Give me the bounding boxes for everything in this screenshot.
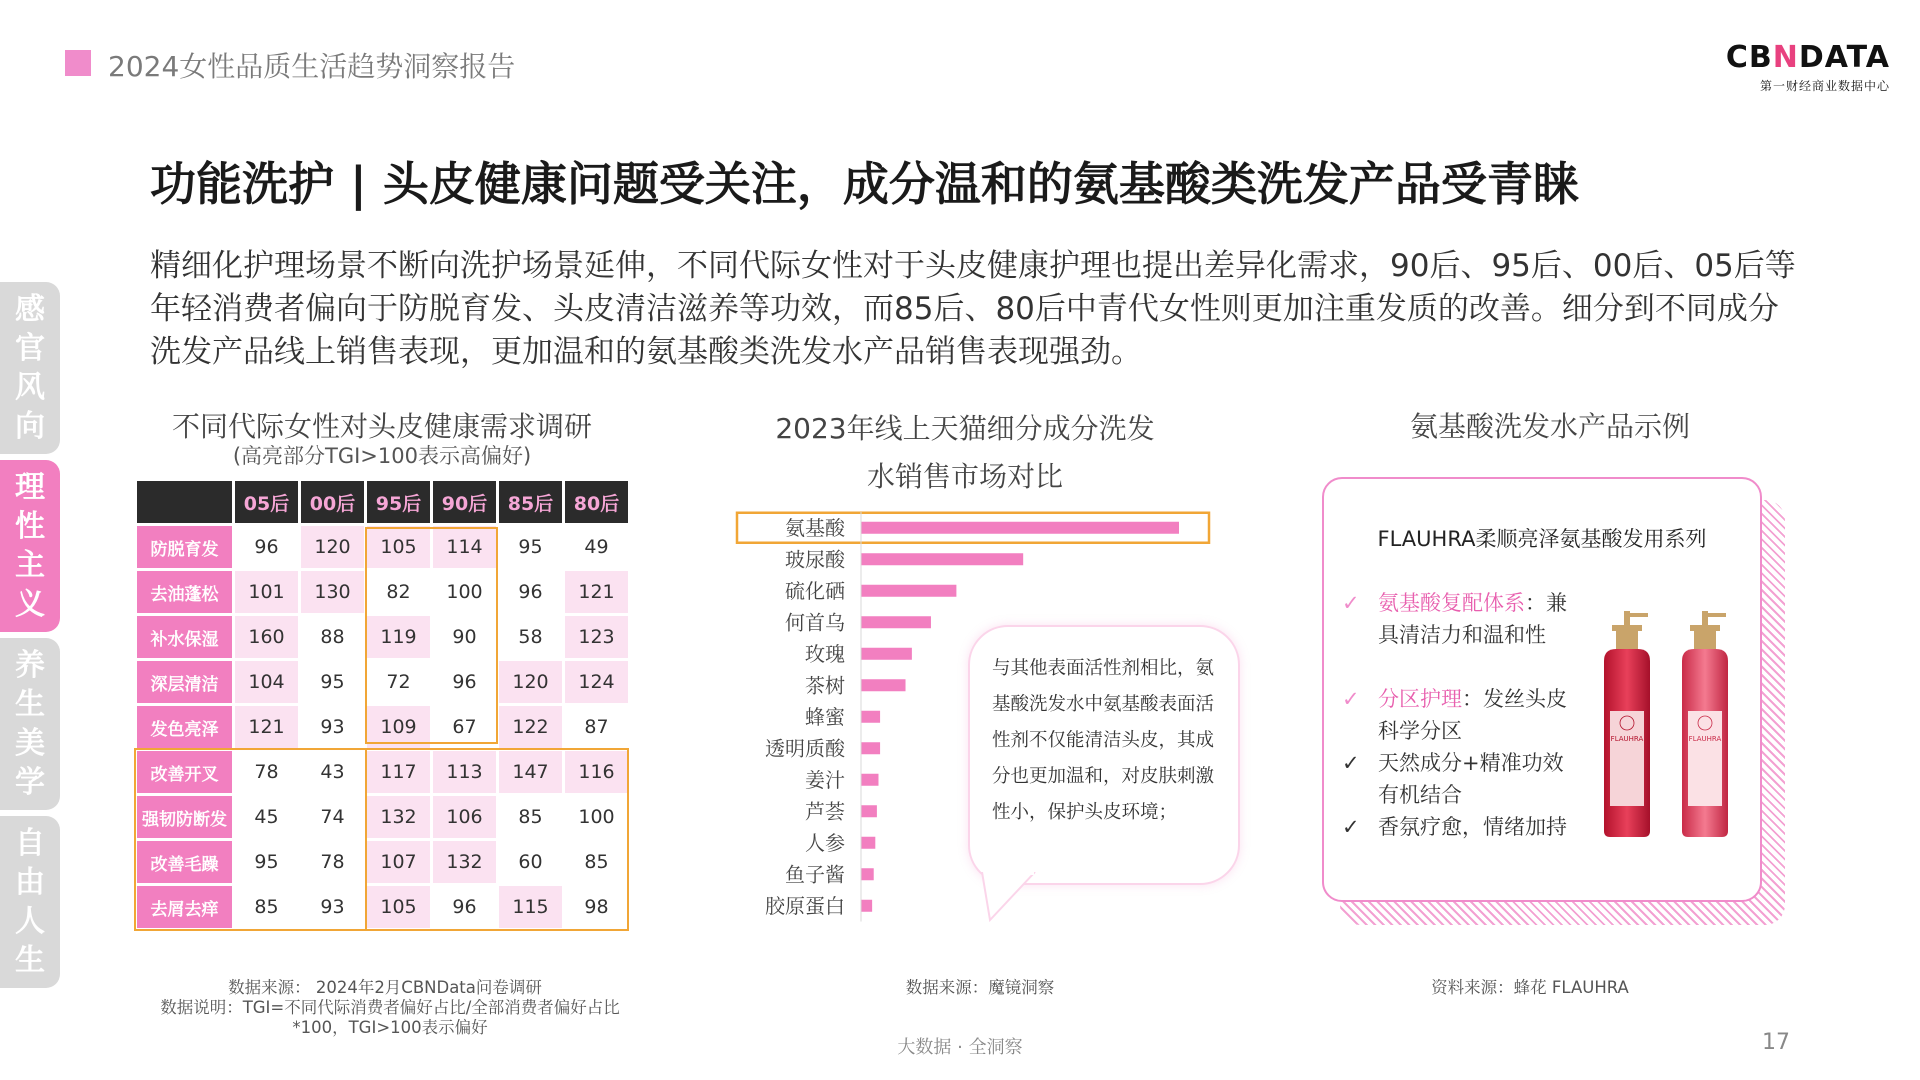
table-cell: 116: [565, 751, 628, 793]
table-cell: 98: [584, 896, 609, 918]
table-cell: 43: [320, 761, 345, 783]
table-cell: 95: [320, 671, 345, 693]
table-cell: 122: [499, 706, 562, 748]
check-icon: ✓: [1342, 591, 1360, 615]
bar: [861, 585, 956, 597]
table-cell: 120: [301, 526, 364, 568]
table-cell: 49: [584, 536, 609, 558]
product-section-title: 氨基酸洗发水产品示例: [1409, 410, 1690, 443]
intro-paragraph: 精细化护理场景不断向洗护场景延伸，不同代际女性对于头皮健康护理也提出差异化需求，90后、95后、00后、05后等年轻消费者偏向于防脱育发、头皮清洁滋养等功效，而85后、80后中青代女性则更加注重发质的改善。细分到不同成分洗发产品线上销售表现，更加温和的氨基酸类洗发水产品销售表现强劲。: [150, 248, 1796, 370]
bar: [861, 522, 1179, 534]
table-cell: 123: [565, 616, 628, 658]
table-cell: 58: [518, 626, 543, 648]
col-header: 00后: [301, 481, 364, 523]
table-cell: 95: [254, 851, 279, 873]
table-cell: 100: [578, 806, 615, 828]
feature-highlight: 氨基酸复配体系: [1378, 591, 1525, 615]
table-row: [137, 661, 628, 703]
row-label: 深层清洁: [137, 661, 232, 703]
table-cell: 119: [367, 616, 430, 658]
bar: [861, 837, 875, 849]
row-label: 改善开叉: [137, 751, 232, 793]
shampoo-bottles-image: [1592, 611, 1752, 841]
source-left-line2: 数据说明：TGI=不同代际消费者偏好占比/全部消费者偏好占比*100，TGI>100表示偏好: [160, 998, 620, 1037]
table-cell: 113: [433, 751, 496, 793]
source-middle: 数据来源：魔镜洞察: [905, 978, 1055, 997]
table-cell: 132: [367, 796, 430, 838]
bar: [861, 711, 880, 723]
table-cell: 45: [254, 806, 279, 828]
table-cell: 60: [518, 851, 543, 873]
tgi-table: [134, 478, 631, 931]
bar: [861, 805, 877, 817]
row-label: 去油蓬松: [137, 571, 232, 613]
table-cell: 96: [254, 536, 279, 558]
table-cell: 72: [386, 671, 411, 693]
source-left-line1: 数据来源： 2024年2月CBNData问卷调研: [228, 978, 542, 997]
table-title: 不同代际女性对头皮健康需求调研: [171, 410, 592, 443]
feature-item: [1342, 587, 1578, 651]
table-cell: 104: [235, 661, 298, 703]
side-nav-item-freedom[interactable]: 自 由 人 生: [0, 816, 60, 988]
table-cell: 109: [367, 706, 430, 748]
table-row: [137, 616, 628, 658]
feature-text: ：兼具清洁力和温和性: [1378, 591, 1567, 647]
check-icon: ✓: [1342, 687, 1360, 711]
table-cell: 147: [499, 751, 562, 793]
feature-highlight: 分区护理: [1378, 687, 1462, 711]
bar-category-label: 人参: [805, 830, 845, 855]
bubble-tail: [980, 872, 1040, 922]
bar-category-label: 芦荟: [805, 799, 845, 824]
product-card: [1322, 477, 1762, 902]
table-body: [137, 526, 628, 928]
table-cell: 87: [584, 716, 609, 738]
bar-category-label: 鱼子酱: [785, 862, 845, 887]
table-cell: 132: [433, 841, 496, 883]
bar-chart-title-line1: 2023年线上天猫细分成分洗发: [775, 412, 1155, 445]
table-header-row: [137, 481, 628, 523]
source-right: 资料来源：蜂花 FLAUHRA: [1431, 978, 1629, 997]
table-cell: 85: [518, 806, 543, 828]
bar: [861, 900, 872, 912]
table-cell: 96: [518, 581, 543, 603]
bar: [861, 774, 878, 786]
table-row: [137, 571, 628, 613]
bar: [861, 679, 906, 691]
table-cell: 67: [452, 716, 477, 738]
table-cell: 74: [320, 806, 345, 828]
bar: [861, 868, 874, 880]
table-cell: 115: [499, 886, 562, 928]
table-cell: 82: [386, 581, 411, 603]
page-number: 17: [1762, 1030, 1790, 1055]
table-row: [137, 841, 628, 883]
row-label: 改善毛躁: [137, 841, 232, 883]
table-cell: 78: [254, 761, 279, 783]
annotation-bubble: [968, 625, 1240, 885]
table-cell: 90: [452, 626, 477, 648]
table-cell: 101: [235, 571, 298, 613]
bar-category-label: 茶树: [805, 673, 845, 698]
bar-category-label: 蜂蜜: [805, 704, 845, 729]
product-card-title: FLAUHRA柔顺亮泽氨基酸发用系列: [1377, 527, 1707, 551]
table-cell: 160: [235, 616, 298, 658]
feature-item: [1342, 747, 1578, 811]
check-icon: ✓: [1342, 815, 1360, 839]
footer-slogan: 大数据 · 全洞察: [897, 1037, 1023, 1058]
table-cell: 124: [565, 661, 628, 703]
table-cell: 107: [367, 841, 430, 883]
bottle-brand-text: FLAUHRA: [1610, 735, 1644, 743]
bar-category-label: 硫化硒: [785, 578, 845, 603]
row-label: 防脱育发: [137, 526, 232, 568]
table-subtitle: (高亮部分TGI>100表示高偏好): [232, 444, 532, 468]
table-cell: 96: [452, 896, 477, 918]
bar-chart-title-line2: 水销售市场对比: [866, 460, 1063, 493]
table-cell: 114: [433, 526, 496, 568]
logo-subtitle: 第一财经商业数据中心: [1759, 79, 1890, 93]
table-row: [137, 751, 628, 793]
col-header: 90后: [433, 481, 496, 523]
feature-item: [1342, 811, 1578, 843]
table-cell: 95: [518, 536, 543, 558]
table-cell: 121: [235, 706, 298, 748]
logo-wordmark: CBNDATA: [1725, 40, 1890, 75]
table-cell: 96: [452, 671, 477, 693]
bar-category-label: 透明质酸: [765, 736, 845, 761]
table-row: [137, 796, 628, 838]
col-header: 85后: [499, 481, 562, 523]
bar-category-label: 何首乌: [785, 610, 845, 635]
report-title: 2024女性品质生活趋势洞察报告: [108, 50, 516, 83]
bar-category-label: 玻尿酸: [785, 547, 845, 572]
bar-category-label: 氨基酸: [785, 515, 845, 540]
table-cell: 105: [367, 886, 430, 928]
feature-item: [1342, 683, 1578, 747]
bar: [861, 648, 912, 660]
table-row: [137, 526, 628, 568]
bar: [861, 742, 880, 754]
bar: [861, 616, 931, 628]
bar: [861, 553, 1023, 565]
bottle-brand-text: FLAUHRA: [1688, 735, 1722, 743]
bar-category-label: 胶原蛋白: [765, 893, 845, 918]
table-cell: 105: [367, 526, 430, 568]
feature-text: ：发丝头皮科学分区: [1378, 687, 1567, 743]
table-cell: 117: [367, 751, 430, 793]
table-corner-cell: [137, 481, 232, 523]
table-cell: 130: [301, 571, 364, 613]
table-cell: 88: [320, 626, 345, 648]
row-label: 强韧防断发: [137, 796, 232, 838]
annotation-text: 与其他表面活性剂相比，氨基酸洗发水中氨基酸表面活性剂不仅能清洁头皮，其成分也更加温和，对皮肤刺激性小，保护头皮环境；: [992, 658, 1215, 823]
table-cell: 78: [320, 851, 345, 873]
side-nav-item-sensory[interactable]: 感 官 风 向: [0, 282, 60, 454]
cbndata-logo: [1726, 40, 1890, 94]
col-header: 80后: [565, 481, 628, 523]
side-nav: [0, 282, 62, 994]
side-nav-item-wellness[interactable]: 养 生 美 学: [0, 638, 60, 810]
table-cell: 85: [254, 896, 279, 918]
row-label: 去屑去痒: [137, 886, 232, 928]
table-row: [137, 886, 628, 928]
table-cell: 121: [565, 571, 628, 613]
feature-text: 香氛疗愈，情绪加持: [1378, 815, 1567, 839]
feature-text: 天然成分+精准功效有机结合: [1378, 751, 1564, 807]
table-cell: 120: [499, 661, 562, 703]
side-nav-item-rational[interactable]: 理 性 主 义: [0, 460, 60, 632]
header-accent-square: [65, 50, 91, 76]
table-cell: 100: [446, 581, 483, 603]
bar-category-label: 姜汁: [805, 767, 845, 792]
table-cell: 93: [320, 896, 345, 918]
table-cell: 106: [433, 796, 496, 838]
table-cell: 85: [584, 851, 609, 873]
row-label: 补水保湿: [137, 616, 232, 658]
bar-category-label: 玫瑰: [805, 641, 845, 666]
table-cell: 93: [320, 716, 345, 738]
page-title: 功能洗护 | 头皮健康问题受关注，成分温和的氨基酸类洗发产品受青睐: [150, 157, 1579, 211]
check-icon: ✓: [1342, 751, 1360, 775]
col-header: 95后: [367, 481, 430, 523]
row-label: 发色亮泽: [137, 706, 232, 748]
col-header: 05后: [235, 481, 298, 523]
table-row: [137, 706, 628, 748]
